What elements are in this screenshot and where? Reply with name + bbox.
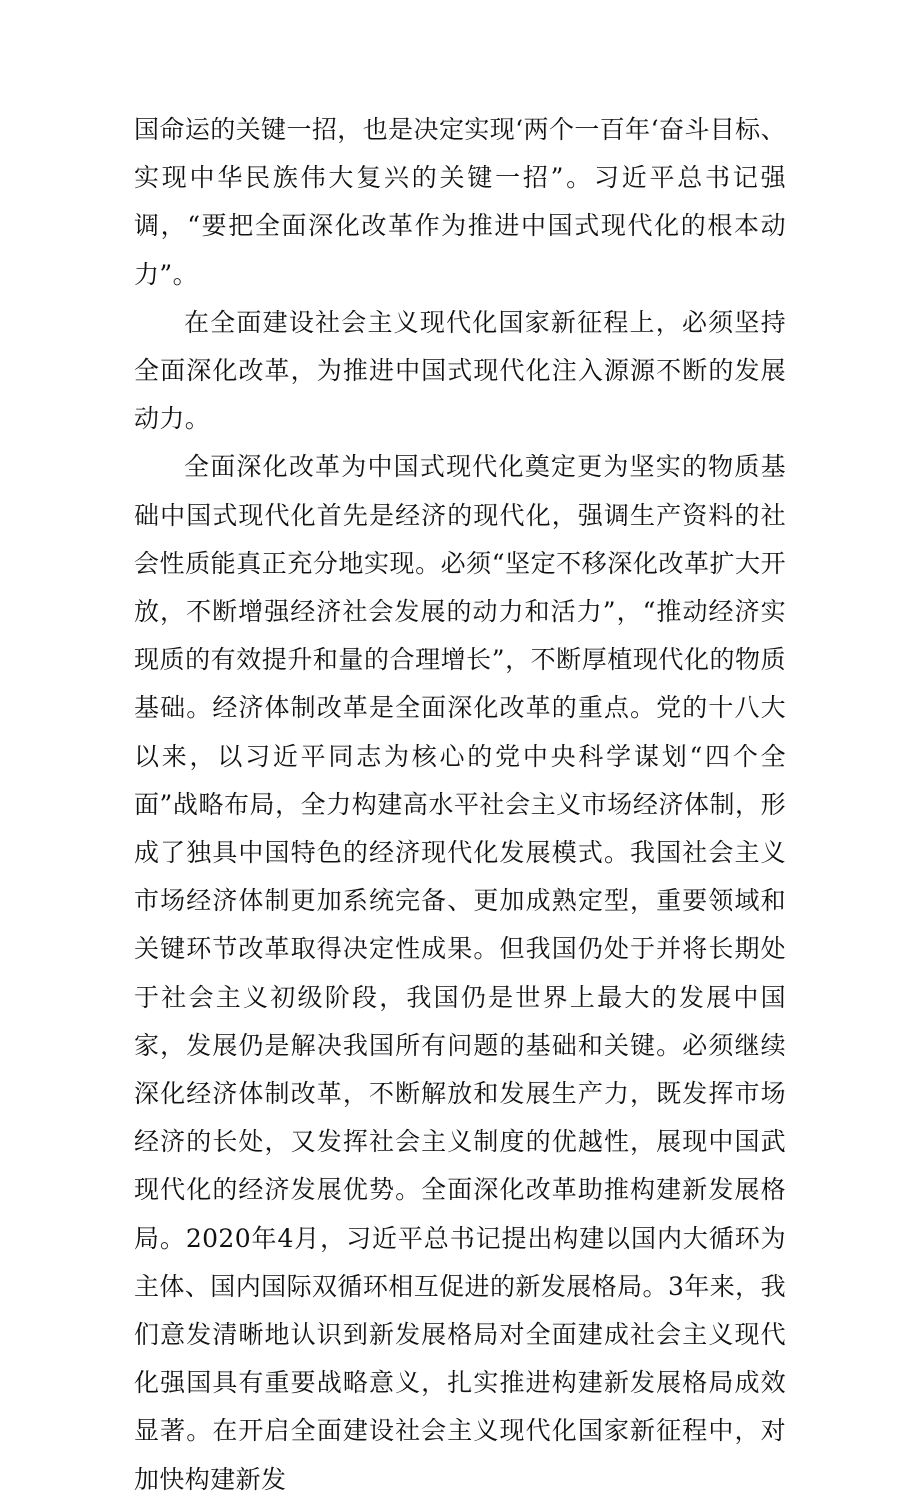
paragraph-3: 全面深化改革为中国式现代化奠定更为坚实的物质基础中国式现代化首先是经济的现代化，强调生产资料的社会性质能真正充分地实现。必须“坚定不移深化改革扩大开放，不断增强经济社会发展的动力和活力”，“推动经济实现质的有效提升和量的合理增长”，不断厚植现代化的物质基础。经济体制改革是全面深化改革的重点。党的十八大以来，以习近平同志为核心的党中央科学谋划“四个全面”战略布局，全力构建高水平社会主义市场经济体制，形成了独具中国特色的经济现代化发展模式。我国社会主义市场经济体制更加系统完备、更加成熟定型，重要领域和关键环节改革取得决定性成果。但我国仍处于并将长期处于社会主义初级阶段，我国仍是世界上最大的发展中国家，发展仍是解决我国所有问题的基础和关键。必须继续深化经济体制改革，不断解放和发展生产力，既发挥市场经济的长处，又发挥社会主义制度的优越性，展现中国武现代化的经济发展优势。全面深化改革助推构建新发展格局。2020年4月，习近平总书记提出构建以国内大循环为主体、国内国际双循环相互促进的新发展格局。3年来，我们意发清晰地认识到新发展格局对全面建成社会主义现代化强国具有重要战略意义，扎实推进构建新发展格局成效显著。在开启全面建设社会主义现代化国家新征程中，对加快构建新发 [134, 452, 786, 1494]
paragraph-1: 国命运的关键一招，也是决定实现‘两个一百年‘奋斗目标、实现中华民族伟大复兴的关键一招”。习近平总书记强调，“要把全面深化改革作为推进中国式现代化的根本动力”。 [134, 115, 786, 289]
document-body [134, 106, 786, 1504]
paragraph-2: 在全面建设社会主义现代化国家新征程上，必须坚持全面深化改革，为推进中国式现代化注入源源不断的发展动力。 [134, 307, 786, 434]
